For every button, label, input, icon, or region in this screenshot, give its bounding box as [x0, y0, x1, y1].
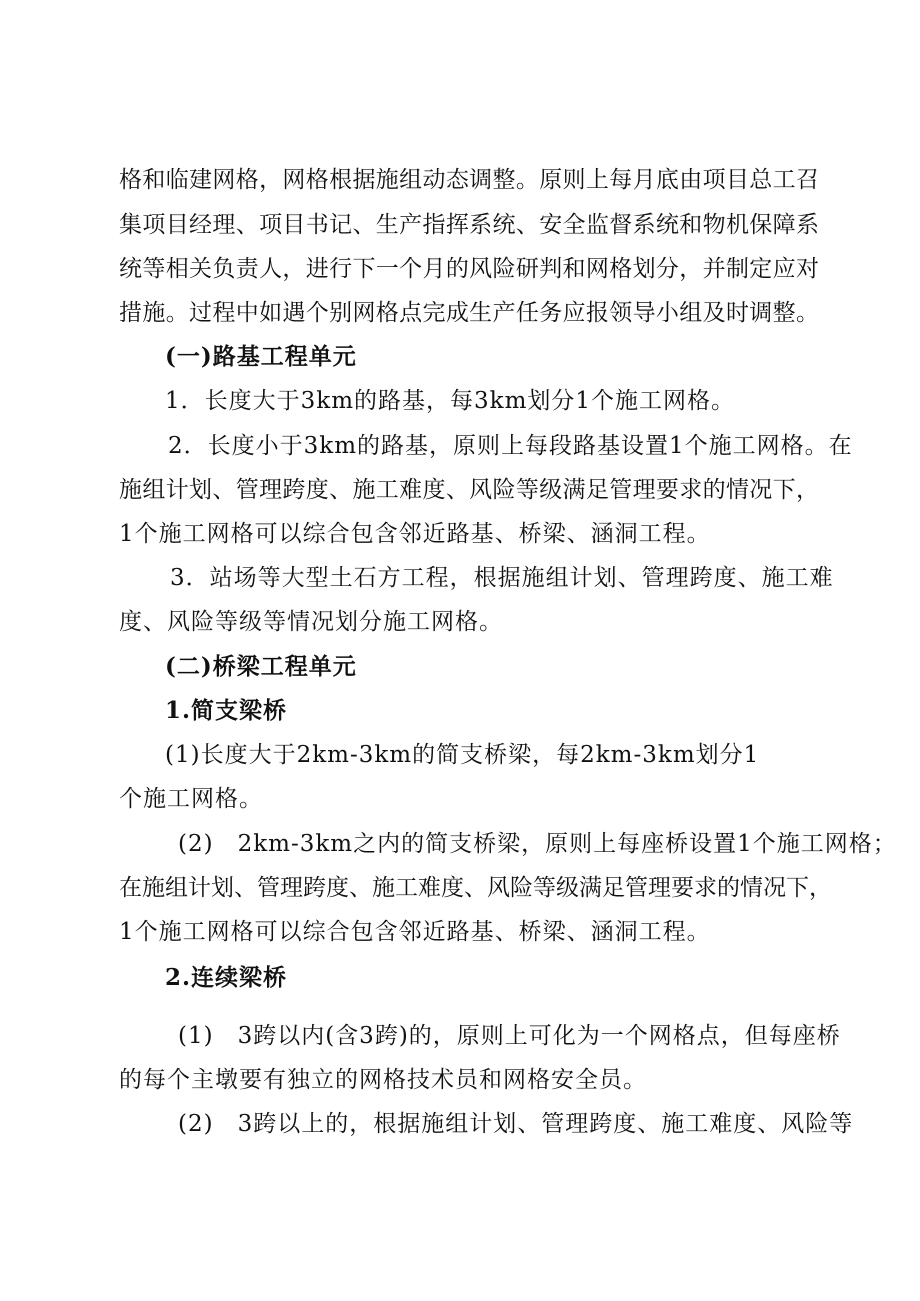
paragraph-line: 在施组计划、管理跨度、施工难度、风险等级满足管理要求的情况下，	[119, 875, 832, 901]
paragraph-line: 1个施工网格可以综合包含邻近路基、桥梁、涵洞工程。	[119, 919, 711, 945]
paragraph-line: 格和临建网格，网格根据施组动态调整。原则上每月底由项目总工召	[119, 167, 819, 193]
paragraph-line: (2) 3跨以上的，根据施组计划、管理跨度、施工难度、风险等	[178, 1111, 854, 1137]
paragraph-line: (1) 3跨以内(含3跨)的，原则上可化为一个网格点，但每座桥	[178, 1023, 841, 1049]
paragraph-line: 3．站场等大型土石方工程，根据施组计划、管理跨度、施工难	[170, 565, 834, 591]
section-heading: (二)桥梁工程单元	[165, 653, 357, 680]
paragraph-line: 的每个主墩要有独立的网格技术员和网格安全员。	[119, 1067, 647, 1093]
section-heading: (一)路基工程单元	[165, 343, 357, 370]
paragraph-line: 1个施工网格可以综合包含邻近路基、桥梁、涵洞工程。	[119, 521, 711, 547]
paragraph-line: 2．长度小于3km的路基，原则上每段路基设置1个施工网格。在	[168, 433, 853, 459]
paragraph-line: 统等相关负责人，进行下一个月的风险研判和网格划分，并制定应对	[119, 256, 819, 282]
paragraph-line: (2) 2km-3km之内的简支桥梁，原则上每座桥设置1个施工网格；	[178, 831, 897, 857]
paragraph-line: 施组计划、管理跨度、施工难度、风险等级满足管理要求的情况下，	[119, 477, 819, 503]
paragraph-line: (1)长度大于2km-3km的简支桥梁，每2km-3km划分1	[165, 742, 760, 768]
paragraph-line: 集项目经理、项目书记、生产指挥系统、安全监督系统和物机保障系	[119, 212, 819, 238]
subsection-heading: 1.简支梁桥	[165, 697, 288, 724]
subsection-heading: 2.连续梁桥	[165, 964, 288, 991]
paragraph-line: 个施工网格。	[119, 786, 263, 812]
paragraph-line: 1．长度大于3km的路基，每3km划分1个施工网格。	[165, 388, 736, 414]
paragraph-line: 度、风险等级等情况划分施工网格。	[119, 609, 503, 635]
paragraph-line: 措施。过程中如遇个别网格点完成生产任务应报领导小组及时调整。	[119, 300, 819, 326]
